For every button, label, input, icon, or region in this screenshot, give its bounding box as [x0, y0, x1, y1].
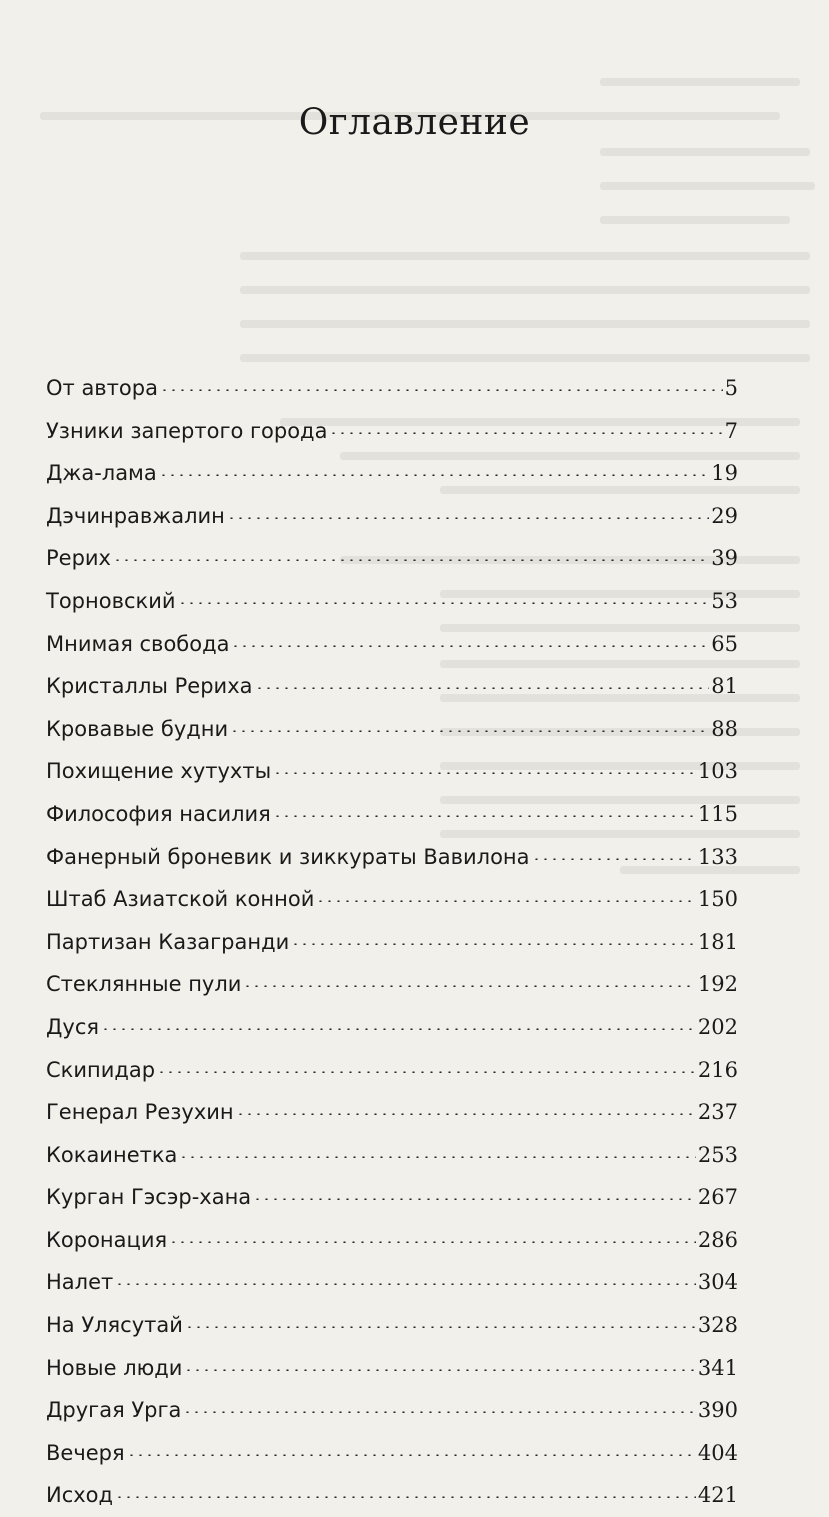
- toc-entry: [46, 623, 738, 666]
- toc-entry-page: 421: [697, 1483, 738, 1508]
- dot-leader: [236, 1113, 696, 1115]
- toc-entry-title: Скипидар: [46, 1057, 156, 1082]
- toc-entry-page: 202: [697, 1014, 738, 1039]
- toc-entry: [46, 665, 738, 708]
- toc-entry-page: 304: [697, 1270, 738, 1295]
- toc-entry: [46, 580, 738, 623]
- toc-entry-page: 88: [711, 716, 738, 741]
- dot-leader: [157, 1071, 696, 1073]
- toc-entry-title: Генерал Резухин: [46, 1100, 234, 1125]
- toc-entry: [46, 1049, 738, 1092]
- toc-entry-page: 150: [697, 887, 738, 912]
- toc-entry-title: Мнимая свобода: [46, 631, 230, 656]
- toc-entry: [46, 1219, 738, 1262]
- toc-entry: [46, 836, 738, 879]
- dot-leader: [255, 687, 710, 689]
- toc-entry-title: Налет: [46, 1270, 114, 1295]
- dot-leader: [291, 943, 696, 945]
- toc-entry-page: 5: [724, 376, 738, 400]
- toc-entry-page: 237: [697, 1100, 738, 1125]
- toc-entry-page: 181: [697, 929, 738, 954]
- toc-entry-page: 328: [697, 1313, 738, 1338]
- toc-entry-title: Исход: [46, 1483, 114, 1508]
- toc-entry-title: Штаб Азиатской конной: [46, 887, 315, 912]
- toc-entry: [46, 1474, 738, 1517]
- toc-entry-title: Дуся: [46, 1014, 100, 1039]
- toc-entry-title: Партизан Казагранди: [46, 929, 290, 954]
- toc-entry-title: Вечеря: [46, 1440, 125, 1465]
- toc-entry: [46, 963, 738, 1006]
- toc-entry: [46, 367, 738, 410]
- toc-entry: [46, 537, 738, 580]
- toc-entry-title: Похищение хутухты: [46, 759, 272, 784]
- toc-entry-title: Дэчинравжалин: [46, 503, 225, 528]
- toc-entry: [46, 1006, 738, 1049]
- dot-leader: [169, 1241, 696, 1243]
- dot-leader: [127, 1454, 696, 1456]
- toc-entry: [46, 708, 738, 751]
- toc-entry-page: 19: [711, 461, 738, 486]
- toc-entry-title: Коронация: [46, 1227, 168, 1252]
- toc-entry-page: 7: [724, 418, 738, 443]
- dot-leader: [159, 474, 709, 476]
- dot-leader: [329, 432, 722, 434]
- toc-entry-page: 133: [697, 844, 738, 869]
- toc-entry-title: Кристаллы Рериха: [46, 674, 253, 699]
- toc-entry-title: Другая Урга: [46, 1398, 182, 1423]
- toc-entry-title: Фанерный броневик и зиккураты Вавилона: [46, 844, 530, 869]
- toc-entry-page: 29: [711, 503, 738, 528]
- dot-leader: [115, 1496, 696, 1498]
- dot-leader: [316, 900, 696, 902]
- dot-leader: [183, 1411, 696, 1413]
- toc-entry: [46, 921, 738, 964]
- dot-leader: [101, 1028, 696, 1030]
- toc-entry-title: Кровавые будни: [46, 716, 229, 741]
- toc-entry-title: От автора: [46, 376, 158, 400]
- toc-entry-page: 53: [711, 588, 738, 613]
- toc-entry-page: 39: [711, 546, 738, 571]
- dot-leader: [231, 645, 709, 647]
- dot-leader: [160, 389, 723, 391]
- page-title: Оглавление: [298, 102, 531, 144]
- dot-leader: [230, 730, 709, 732]
- toc-entry-title: Философия насилия: [46, 801, 271, 826]
- dot-leader: [253, 1198, 696, 1200]
- toc-entry-page: 404: [697, 1440, 738, 1465]
- toc-entry-title: Стеклянные пули: [46, 972, 242, 997]
- toc-entry-title: Новые люди: [46, 1355, 183, 1380]
- toc-entry: [46, 878, 738, 921]
- toc-entry: [46, 452, 738, 495]
- toc-entry-title: Рерих: [46, 546, 111, 571]
- toc-entry-page: 216: [697, 1057, 738, 1082]
- dot-leader: [243, 985, 695, 987]
- toc-entry: [46, 1389, 738, 1432]
- toc-entry-title: На Улясутай: [46, 1313, 183, 1338]
- dot-leader: [227, 517, 709, 519]
- toc-entry-page: 115: [697, 801, 738, 826]
- toc-entry: [46, 1261, 738, 1304]
- toc-entry: [46, 750, 738, 793]
- dot-leader: [179, 1156, 696, 1158]
- toc-entry-page: 267: [697, 1185, 738, 1210]
- toc-entry-page: 341: [697, 1355, 738, 1380]
- toc-entry: [46, 793, 738, 836]
- toc-entry-page: 192: [697, 972, 738, 997]
- dot-leader: [273, 815, 696, 817]
- toc-entry-title: Курган Гэсэр-хана: [46, 1185, 252, 1210]
- toc-entry: [46, 1176, 738, 1219]
- toc-entry-page: 286: [697, 1227, 738, 1252]
- dot-leader: [184, 1369, 695, 1371]
- dot-leader: [185, 1326, 696, 1328]
- toc-entry: [46, 1347, 738, 1390]
- toc-entry: [46, 410, 738, 453]
- toc-entry-title: Кокаинетка: [46, 1142, 178, 1167]
- dot-leader: [113, 559, 709, 561]
- dot-leader: [115, 1283, 696, 1285]
- dot-leader: [178, 602, 710, 604]
- toc-entry-page: 65: [711, 631, 738, 656]
- toc-entry-page: 103: [697, 759, 738, 784]
- toc-entry: [46, 495, 738, 538]
- toc-entry: [46, 1134, 738, 1177]
- toc-entry: [46, 1304, 738, 1347]
- toc-entry: [46, 1091, 738, 1134]
- toc-entry-title: Узники запертого города: [46, 418, 328, 443]
- table-of-contents: [46, 367, 738, 1517]
- toc-entry-page: 81: [711, 674, 738, 699]
- dot-leader: [273, 772, 696, 774]
- toc-entry-page: 253: [697, 1142, 738, 1167]
- toc-entry: [46, 1432, 738, 1475]
- dot-leader: [532, 858, 696, 860]
- toc-entry-title: Торновский: [46, 588, 176, 613]
- toc-entry-page: 390: [697, 1398, 738, 1423]
- toc-entry-title: Джа-лама: [46, 461, 157, 486]
